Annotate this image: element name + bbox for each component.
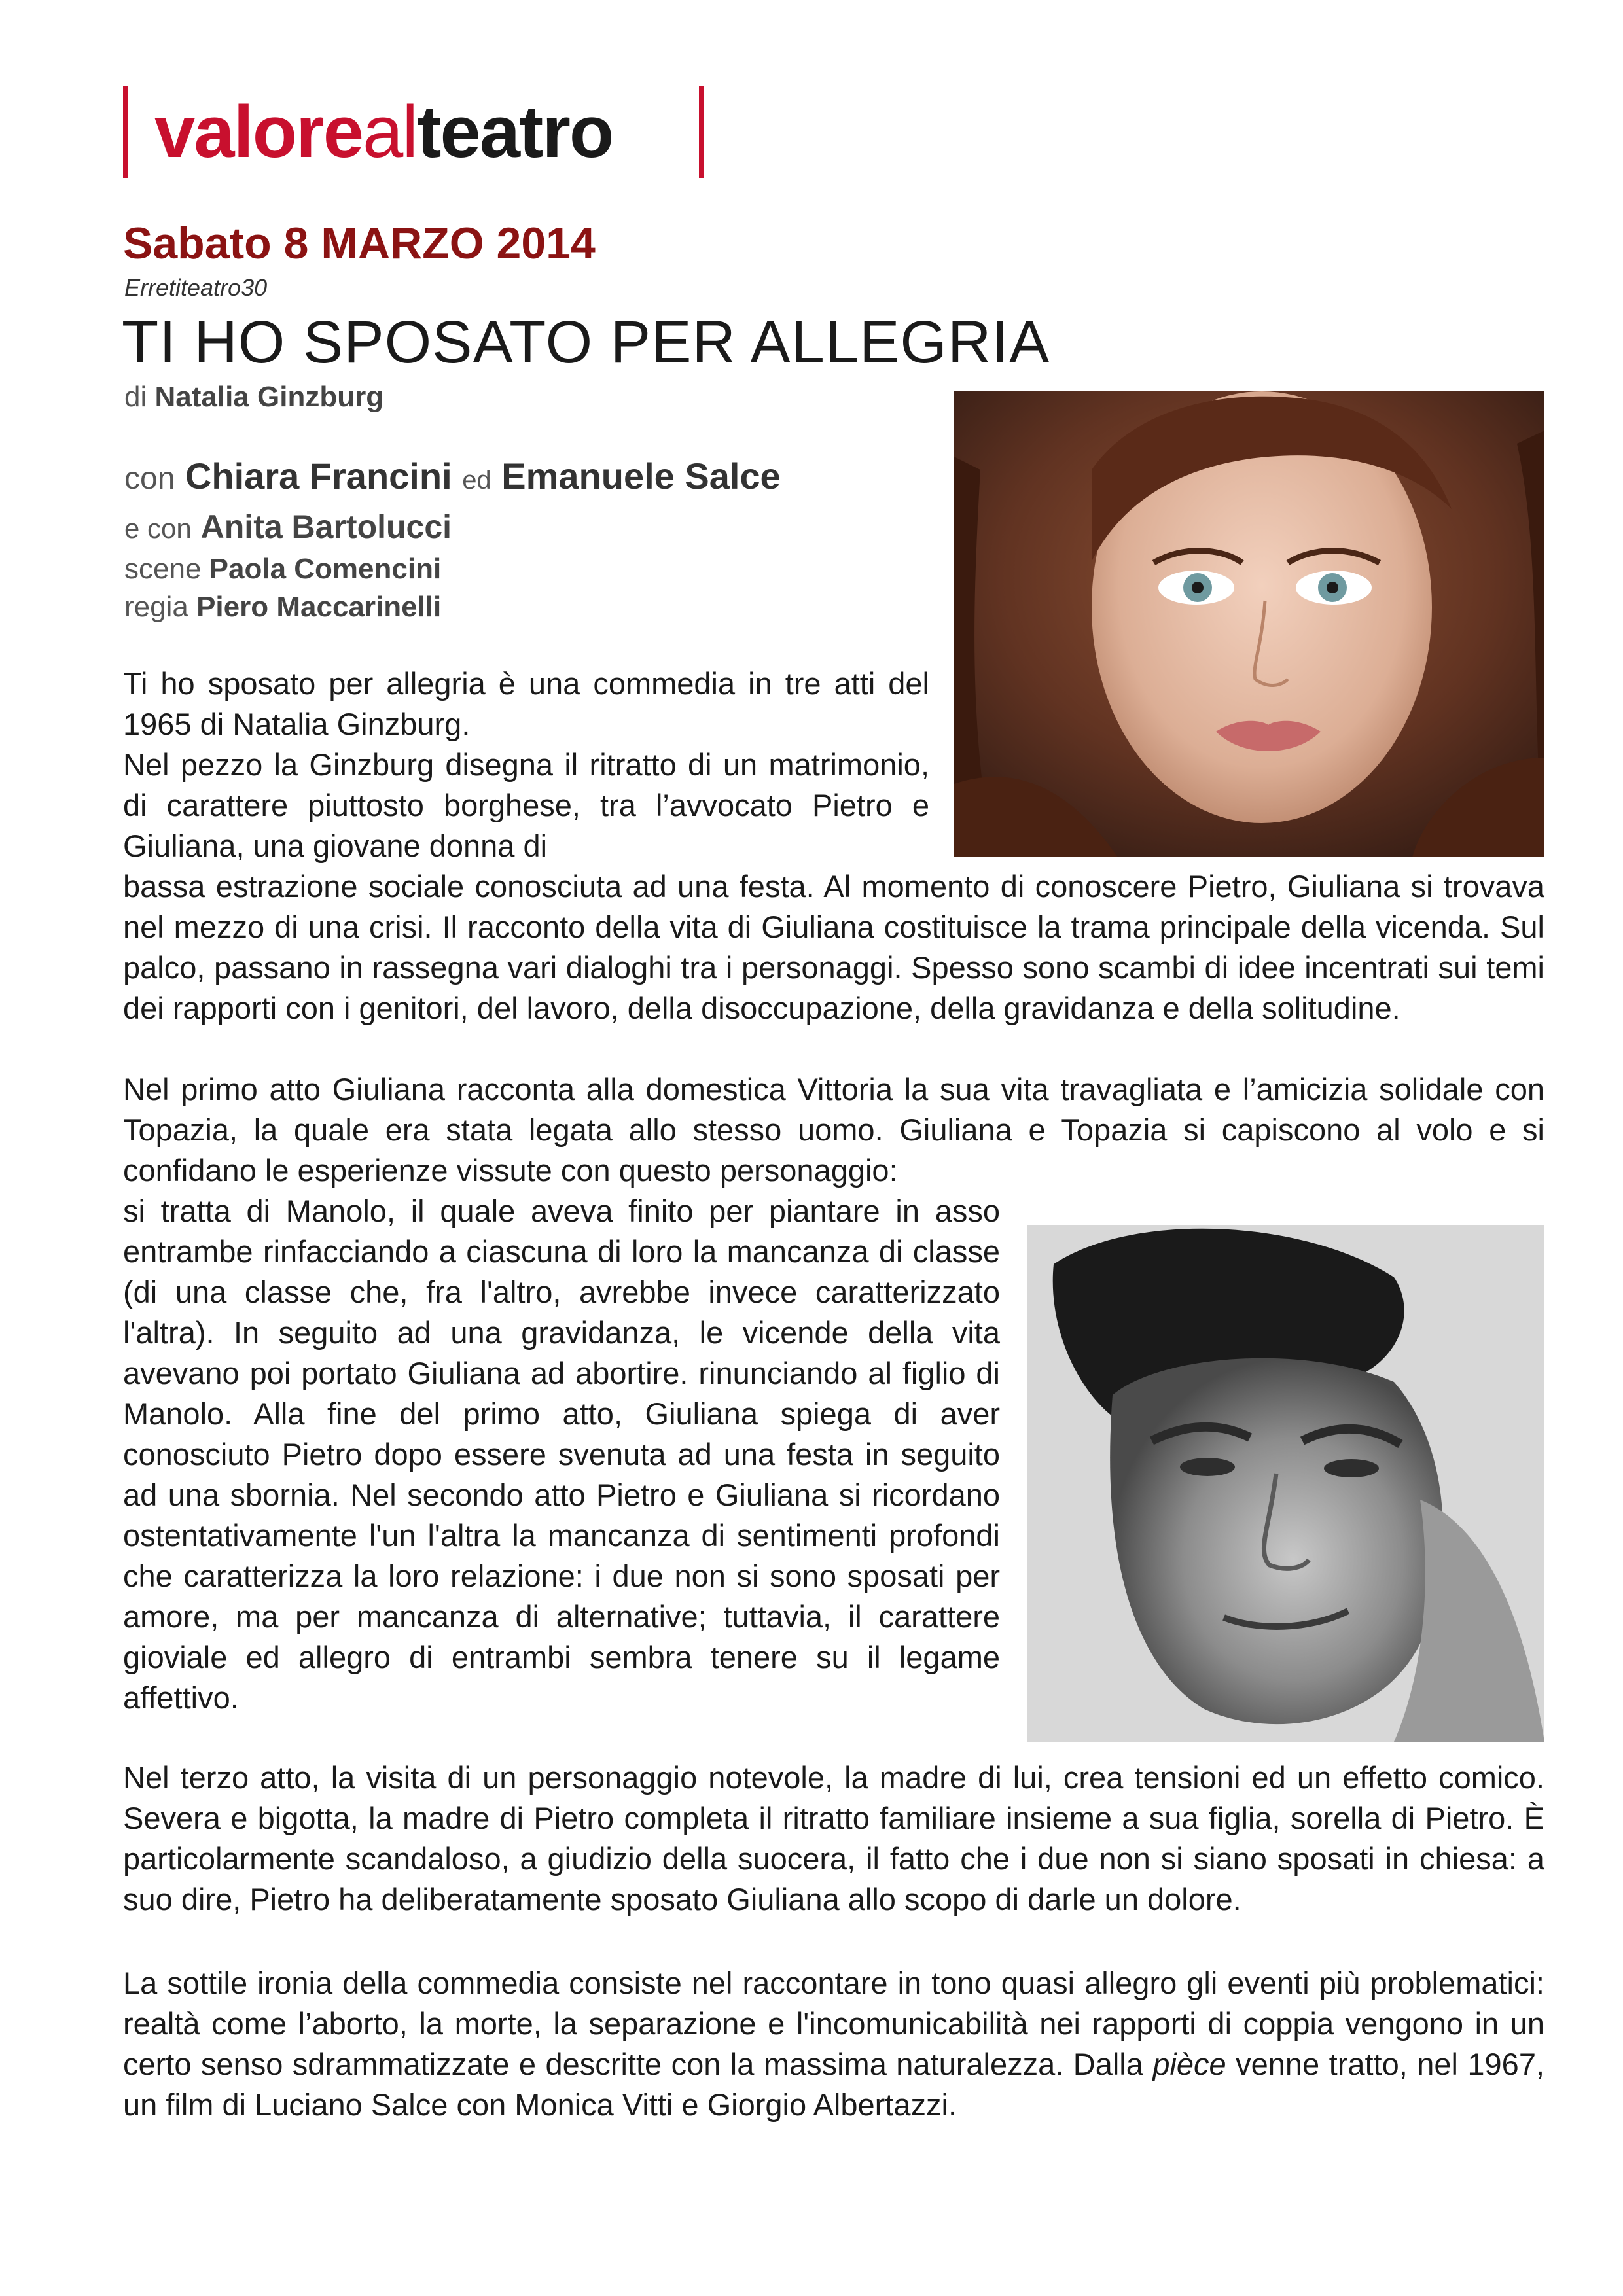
event-date: Sabato 8 MARZO 2014 (123, 219, 596, 268)
paragraph-3b: si tratta di Manolo, il quale aveva finito per piantare in asso entrambe rinfacciando a ciascuna di loro la mancanza di classe (di una classe che, fra l'altro, avrebbe invece caratterizzato l'altra). In seguito ad una gravidanza, le vicende della vita avevano poi portato Giuliana ad abortire. rinunciando al figlio di Manolo. Alla fine del primo atto, Giuliana spiega di aver conosciuto Pietro dopo essere svenuta ad una festa in seguito ad una sbornia. Nel secondo atto Pietro e Giuliana si ricordano ostentativamente l'un l'altra la mancanza di sentimenti profondi che caratterizza la loro relazione: i due non si sono sposati per amore, ma per mancanza di alternative; tuttavia, il carattere gioviale ed allegro di entrambi sembra tenere su il legame affettivo. (123, 1193, 1000, 1715)
paragraph-3a: Nel primo atto Giuliana racconta alla domestica Vittoria la sua vita travagliata e l’amicizia solidale con Topazia, la quale era stata legata allo stesso uomo. Giuliana e Topazia si capiscono al volo e si confidano le esperienze vissute con questo personaggio: (123, 1072, 1544, 1188)
cast-line-1 (124, 451, 781, 505)
actor-photo (1027, 1225, 1544, 1742)
logo-wordmark (154, 93, 613, 171)
scene-name: Paola Comencini (209, 553, 442, 585)
cast-con-label: con (124, 461, 175, 496)
cast-actor-3: Anita Bartolucci (200, 508, 452, 545)
scene-label: scene (124, 553, 202, 585)
logo-word-teatro: teatro (417, 91, 613, 173)
actor-photo-image (1027, 1225, 1544, 1742)
paragraph-2b: bassa estrazione sociale conosciuta ad una festa. Al momento di conoscere Pietro, Giuliana si trovava nel mezzo di una crisi. Il racconto della vita di Giuliana costituisce la trama principale della vicenda. Sul palco, passano in rassegna vari dialoghi tra i personaggi. Spesso sono scambi di idee incentrati sui temi dei rapporti con i genitori, del lavoro, della disoccupazione, della gravidanza e della solitudine. (123, 869, 1544, 1025)
actress-photo (954, 391, 1544, 857)
regia-name: Piero Maccarinelli (196, 591, 442, 623)
logo-bar-left (123, 86, 128, 178)
paragraph-5-italic: pièce (1152, 2047, 1226, 2081)
paragraph-5 (123, 1963, 1544, 2125)
cast-econ-label: e con (124, 513, 192, 544)
author-name: Natalia Ginzburg (154, 381, 384, 413)
cast-line-2 (124, 505, 781, 550)
logo-bar-right (699, 86, 704, 178)
scene-line (124, 550, 781, 588)
credits-block (124, 451, 781, 626)
regia-line (124, 588, 781, 626)
regia-label: regia (124, 591, 188, 623)
cast-ed-label: ed (462, 466, 491, 495)
company-name: Erretiteatro30 (124, 274, 268, 301)
paragraph-5-text-a: La sottile ironia della commedia consiste nel raccontare in tono quasi allegro gli eventi più problematici: realtà come l’aborto, la morte, la separazione e l'incomunicabilità nei rapporti di coppia vengono in un certo senso sdrammatizzate e descritte con la massima naturalezza. Dalla (123, 1966, 1544, 2081)
actress-photo-image (954, 391, 1544, 857)
author-prefix: di (124, 381, 147, 413)
cast-actor-2: Emanuele Salce (501, 455, 781, 497)
valorealteatro-logo (123, 86, 712, 178)
play-title: TI HO SPOSATO PER ALLEGRIA (122, 309, 1050, 376)
paragraph-4: Nel terzo atto, la visita di un personaggio notevole, la madre di lui, crea tensioni ed un effetto comico. Severa e bigotta, la madre di Pietro completa il ritratto familiare insieme a sua figlia, sorella di Pietro. È particolarmente scandaloso, a giudizio della suocera, il fatto che i due non si siano sposati in chiesa: a suo dire, Pietro ha deliberatamente sposato Giuliana allo scopo di darle un dolore. (123, 1760, 1544, 1916)
paragraph-2a: Nel pezzo la Ginzburg disegna il ritratto di un matrimonio, di carattere piuttosto borghese, tra l’avvocato Pietro e Giuliana, una giovane donna di (123, 747, 929, 863)
author-line (124, 380, 383, 415)
logo-word-valore: valore (154, 91, 363, 173)
logo-word-al: al (362, 91, 418, 173)
cast-actor-1: Chiara Francini (185, 455, 452, 497)
paragraph-1: Ti ho sposato per allegria è una commedia in tre atti del 1965 di Natalia Ginzburg. (123, 666, 929, 741)
paragraph-5-text-b: venne tratto, nel 1967, un film di Luciano Salce con Monica Vitti e Giorgio Albertazzi. (123, 2047, 1545, 2122)
